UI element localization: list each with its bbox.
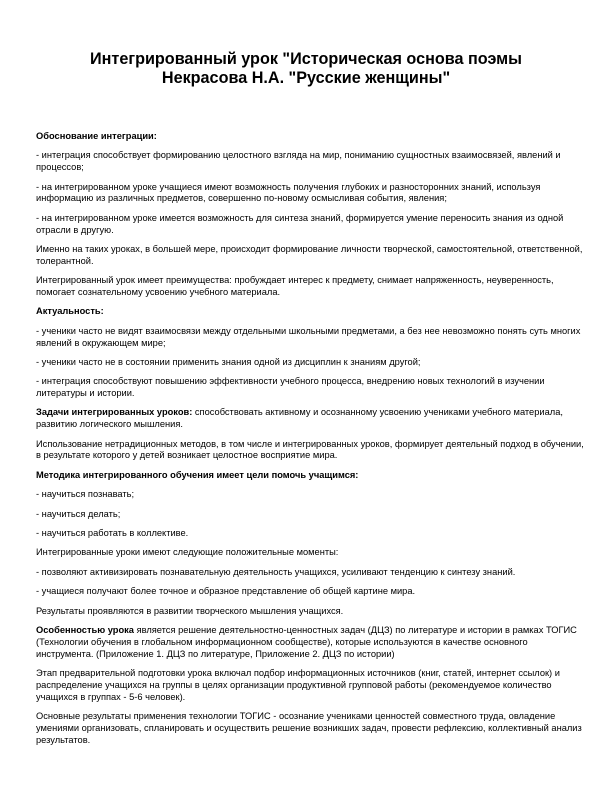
paragraph-text: Именно на таких уроках, в большей мере, происходит формирование личности творческой, самостоятельной, ответственной, толерантной.	[36, 243, 583, 266]
paragraph	[36, 606, 584, 618]
paragraph	[36, 407, 584, 431]
paragraph-text: - научиться познавать;	[36, 489, 135, 500]
paragraph-text: Результаты проявляются в развитии творческого мышления учащихся.	[36, 605, 344, 616]
paragraph	[36, 439, 584, 463]
document-title	[30, 50, 582, 88]
paragraph	[36, 668, 584, 703]
paragraph	[36, 376, 584, 400]
paragraph-text: - научиться работать в коллективе.	[36, 528, 189, 539]
paragraph	[36, 586, 584, 598]
paragraph	[36, 182, 584, 206]
paragraph-text: Использование нетрадиционных методов, в том числе и интегрированных уроков, формирует деятельный подход в обучении, в результате которого у детей возникает целостное восприятие мира.	[36, 438, 584, 461]
paragraph	[36, 547, 584, 559]
document-body	[36, 131, 584, 754]
paragraph-bold-lead: Особенностью урока	[36, 624, 134, 635]
paragraph-text: - на интегрированном уроке имеется возможность для синтеза знаний, формируется умение переносить знания из одной отрасли в другую.	[36, 212, 564, 235]
paragraph-text: - интеграция способствует формированию целостного взгляда на мир, пониманию сущностных взаимосвязей, явлений и процессов;	[36, 150, 561, 173]
paragraph	[36, 357, 584, 369]
paragraph-bold-lead: Задачи интегрированных уроков:	[36, 407, 193, 418]
paragraph-text: Интегрированный урок имеет преимущества: пробуждает интерес к предмету, снимает напряженность, неуверенность, помогает сознательному усвоению учебного материала.	[36, 275, 554, 297]
paragraph	[36, 275, 584, 299]
paragraph-text: - ученики часто не в состоянии применить знания одной из дисциплин к знаниям другой;	[36, 356, 421, 367]
paragraph	[36, 489, 584, 501]
title-line-2: Некрасова Н.А. "Русские женщины"	[161, 69, 451, 87]
paragraph-text: Этап предварительной подготовки урока включал подбор информационных источников (книг, статей, интернет ссылок) и распределение учащихся на группы в целях организации продуктивной групповой работы (рекомендуемое количество учащихся в группах - 5-6 человек).	[36, 667, 560, 702]
paragraph	[36, 213, 584, 237]
paragraph-bold-lead: Обоснование интеграции:	[36, 131, 157, 141]
paragraph	[36, 567, 584, 579]
paragraph-text: - научиться делать;	[36, 508, 121, 519]
paragraph	[36, 150, 584, 174]
paragraph-text: Интегрированные уроки имеют следующие положительные моменты:	[36, 547, 339, 558]
paragraph	[36, 244, 584, 268]
paragraph	[36, 470, 584, 482]
paragraph	[36, 306, 584, 318]
paragraph-text: - на интегрированном уроке учащиеся имеют возможность получения глубоких и разносторонних знаний, используя информацию из различных предметов, совершенно по-новому осмысливая события, явления;	[36, 181, 541, 204]
paragraph-bold-lead: Актуальность:	[36, 306, 104, 317]
paragraph	[36, 528, 584, 540]
title-line-1: Интегрированный урок "Историческая основа поэмы	[90, 50, 522, 68]
paragraph-text: является решение деятельностно-ценностных задач (ДЦЗ) по литературе и истории в рамках ТОГИС (Технологии обучения в глобальном информационном сообществе), которые используются в качестве основного инструмента. (Приложение 1. ДЦЗ по литературе, Приложение 2. ДЦЗ по истории)	[36, 624, 577, 659]
paragraph-text: - ученики часто не видят взаимосвязи между отдельными школьными предметами, а без нее невозможно понять суть многих явлений в окружающем мире;	[36, 325, 581, 348]
paragraph	[36, 711, 584, 746]
paragraph-text: - интеграция способствуют повышению эффективности учебного процесса, внедрению новых технологий в изучении литературы и истории.	[36, 376, 545, 399]
paragraph	[36, 509, 584, 521]
paragraph	[36, 625, 584, 660]
paragraph	[36, 131, 584, 143]
paragraph-text: - позволяют активизировать познавательную деятельность учащихся, усиливают тенденцию к синтезу знаний.	[36, 566, 516, 577]
paragraph-text: способствовать активному и осознанному усвоению учениками учебного материала, развитию логического мышления.	[36, 407, 563, 430]
paragraph-text: Основные результаты применения технологии ТОГИС - осознание учениками ценностей совместного труда, овладение умениями организовать, спланировать и осуществить решение возникших задач, провести рефлексию, коллективный анализ результатов.	[36, 710, 582, 745]
paragraph-text: - учащиеся получают более точное и образное представление об общей картине мира.	[36, 586, 416, 597]
paragraph-bold-lead: Методика интегрированного обучения имеет цели помочь учащимся:	[36, 469, 359, 480]
paragraph	[36, 326, 584, 350]
